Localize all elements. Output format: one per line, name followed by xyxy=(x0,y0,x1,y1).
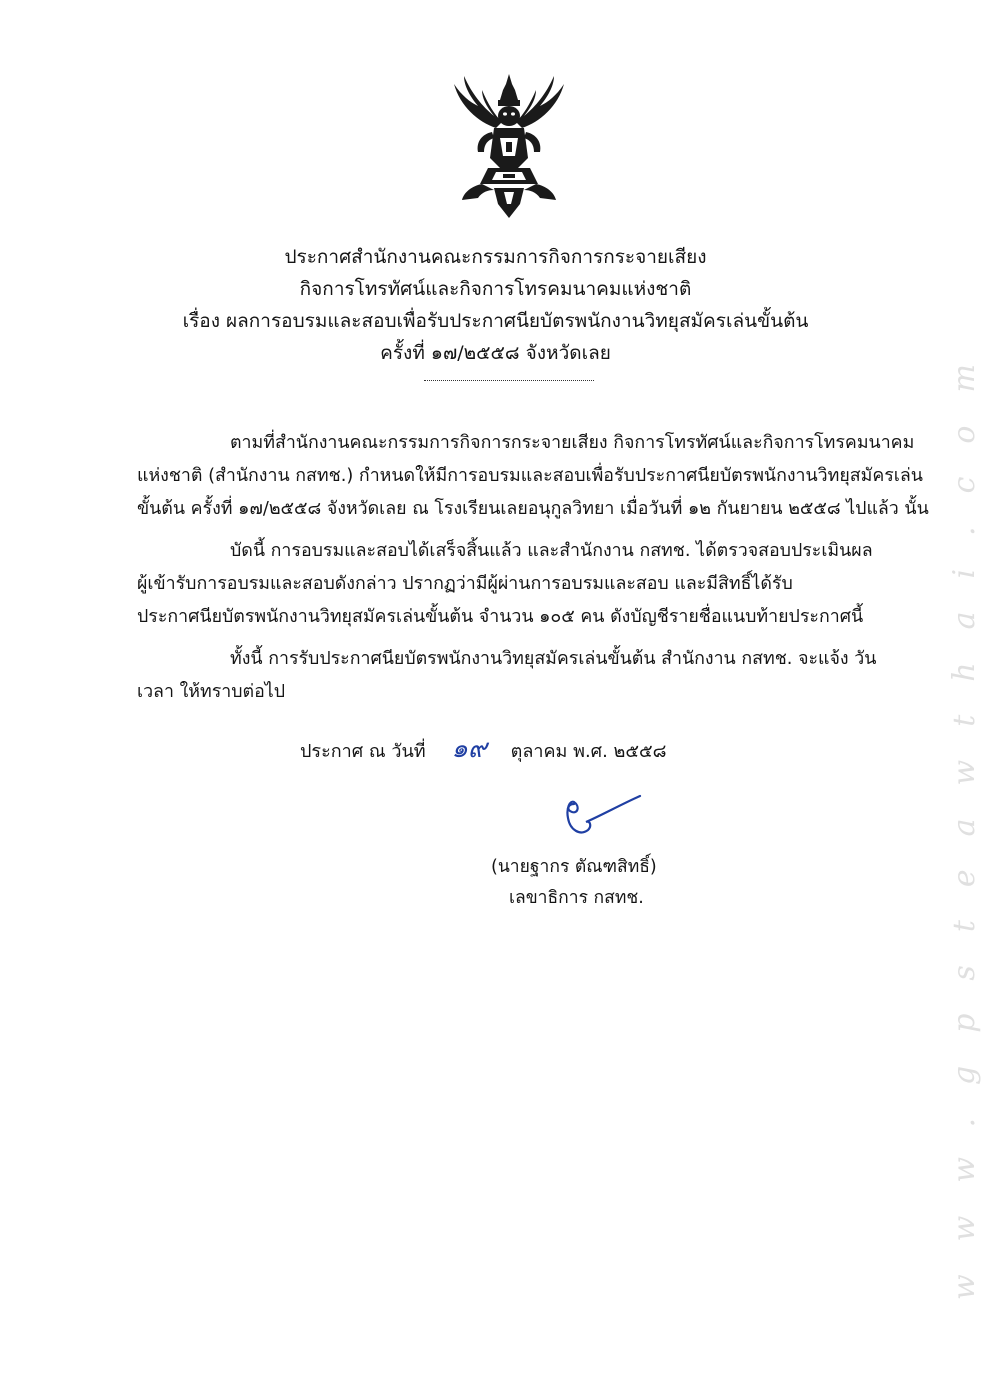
handwritten-day: ๑๙ xyxy=(451,734,487,764)
announcement-heading-line-1: ประกาศสำนักงานคณะกรรมการกิจการกระจายเสียง xyxy=(284,246,707,268)
handwritten-signature xyxy=(560,790,650,840)
paragraph-1-line-2: แห่งชาติ (สำนักงาน กสทช.) กำหนดให้มีการอบรมและสอบเพื่อรับประกาศนียบัตรพนักงานวิทยุสมัครเล่น xyxy=(137,465,923,486)
dotted-divider xyxy=(424,380,594,381)
paragraph-2-line-3: ประกาศนียบัตรพนักงานวิทยุสมัครเล่นขั้นต้น จำนวน ๑๐๕ คน ดังบัญชีรายชื่อแนบท้ายประกาศนี้ xyxy=(137,606,864,627)
paragraph-2-line-1: บัดนี้ การอบรมและสอบได้เสร็จสิ้นแล้ว และสำนักงาน กสทช. ได้ตรวจสอบประเมินผล xyxy=(230,540,873,561)
announcement-heading-line-2: กิจการโทรทัศน์และกิจการโทรคมนาคมแห่งชาติ xyxy=(299,278,692,300)
dateline-prefix: ประกาศ ณ วันที่ xyxy=(300,741,426,762)
site-watermark: www.gpsteawthai.com xyxy=(947,331,982,1300)
announcement-dateline xyxy=(300,728,667,769)
dateline-month-year: ตุลาคม พ.ศ. ๒๕๕๘ xyxy=(510,741,667,762)
paragraph-1-line-3: ขั้นต้น ครั้งที่ ๑๗/๒๕๕๘ จังหวัดเลย ณ โรงเรียนเลยอนุกูลวิทยา เมื่อวันที่ ๑๒ กันยายน ๒๕๕๘ ไปแล้ว นั้น xyxy=(137,498,929,519)
signer-title: เลขาธิการ กสทช. xyxy=(509,888,644,908)
paragraph-1-line-1: ตามที่สำนักงานคณะกรรมการกิจการกระจายเสียง กิจการโทรทัศน์และกิจการโทรคมนาคม xyxy=(230,432,915,453)
paragraph-3-line-2: เวลา ให้ทราบต่อไป xyxy=(137,681,285,702)
announcement-subject: เรื่อง ผลการอบรมและสอบเพื่อรับประกาศนียบัตรพนักงานวิทยุสมัครเล่นขั้นต้น xyxy=(182,310,809,332)
announcement-session: ครั้งที่ ๑๗/๒๕๕๘ จังหวัดเลย xyxy=(380,342,611,364)
garuda-emblem-icon xyxy=(448,72,570,220)
signer-name: (นายฐากร ตัณฑสิทธิ์) xyxy=(491,857,657,877)
paragraph-3-line-1: ทั้งนี้ การรับประกาศนียบัตรพนักงานวิทยุสมัครเล่นขั้นต้น สำนักงาน กสทช. จะแจ้ง วัน xyxy=(230,648,877,669)
paragraph-2-line-2: ผู้เข้ารับการอบรมและสอบดังกล่าว ปรากฏว่ามีผู้ผ่านการอบรมและสอบ และมีสิทธิ์ได้รับ xyxy=(137,573,793,594)
